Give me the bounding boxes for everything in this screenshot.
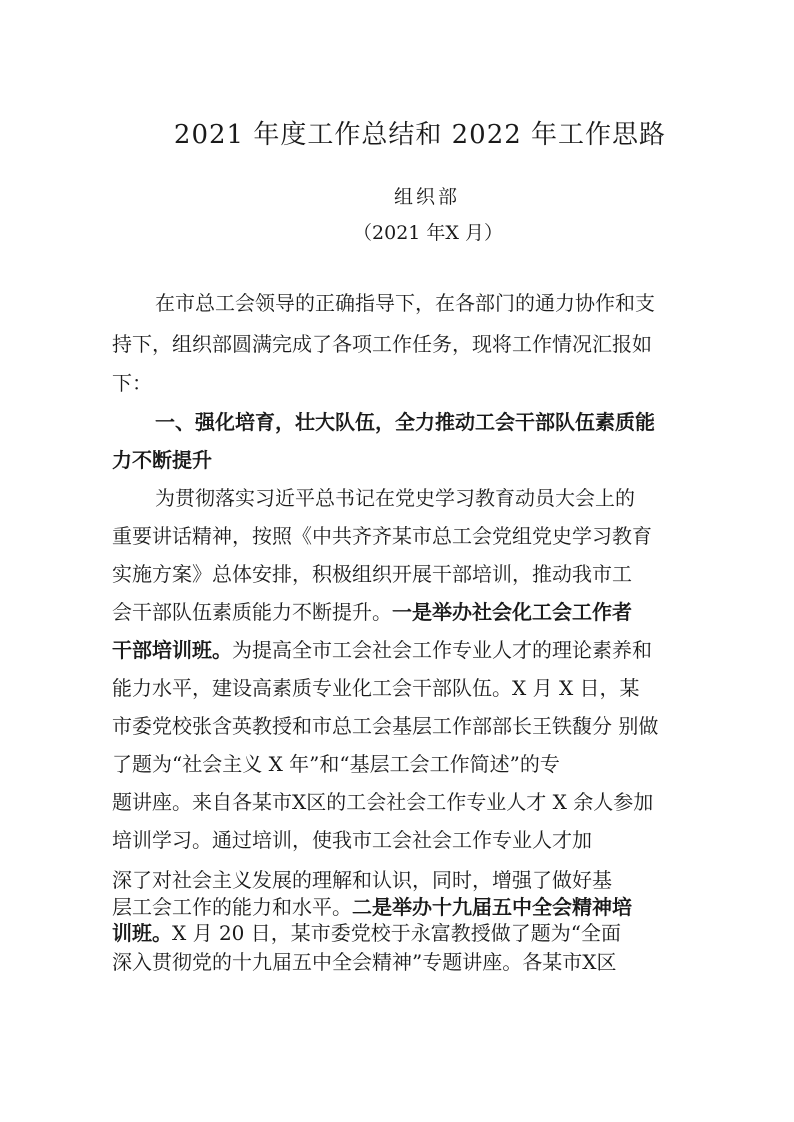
para-line-8: 了题为“社会主义 X 年”和“基层工会工作简述”的专 (112, 752, 560, 776)
para-line-7: 市委党校张含英教授和市总工会基层工作部部长王铁馥分 别做 (112, 714, 659, 738)
para-line-13-bold: 训班。 (112, 921, 172, 945)
para-line-14: 深入贯彻党的十九届五中全会精神”专题讲座。各某市X区 (112, 950, 617, 974)
para-line-1: 为贯彻落实习近平总书记在党史学习教育动员大会上的 (155, 486, 635, 510)
para-line-2: 重要讲话精神，按照《中共齐齐某市总工会党组党史学习教育 (112, 524, 652, 548)
para-line-13 (112, 919, 621, 947)
para-line-4-bold: 一是举办社会化工会工作者 (392, 600, 632, 624)
para-line-12-text: 层工会工作的能力和水平。 (112, 895, 352, 919)
intro-line-1: 在市总工会领导的正确指导下，在各部门的通力协作和支 (155, 291, 655, 315)
para-line-12-bold: 二是举办十九届五中全会精神培 (352, 895, 632, 919)
para-line-5-text: 为提高全市工会社会工作专业人才的理论素养和 (232, 638, 652, 662)
para-line-13-text: X 月 20 日，某市委党校于永富教授做了题为“全面 (172, 921, 621, 945)
para-line-11: 深了对社会主义发展的理解和认识，同时，增强了做好基 (112, 868, 612, 892)
section-heading-line-2: 力不断提升 (112, 448, 212, 472)
para-line-4 (112, 598, 632, 626)
section-heading-line-1: 一、强化培育，壮大队伍，全力推动工会干部队伍素质能 (155, 410, 655, 434)
document-title: 2021 年度工作总结和 2022 年工作思路 (173, 120, 667, 150)
para-line-5-bold: 干部培训班。 (112, 638, 232, 662)
department-name: 组织部 (393, 186, 460, 208)
intro-line-2: 持下，组织部圆满完成了各项工作任务，现将工作情况汇报如 (112, 332, 652, 356)
para-line-6: 能力水平，建设高素质专业化工会干部队伍。X 月 X 日，某 (112, 676, 640, 700)
para-line-3: 实施方案》总体安排，积极组织开展干部培训，推动我市工 (112, 562, 632, 586)
para-line-5 (112, 636, 652, 664)
intro-line-3: 下： (112, 371, 152, 395)
document-date: （2021 年X 月） (353, 222, 503, 244)
para-line-10: 培训学习。通过培训，使我市工会社会工作专业人才加 (112, 828, 592, 852)
para-line-12 (112, 893, 632, 921)
para-line-4-text: 会干部队伍素质能力不断提升。 (112, 600, 392, 624)
para-line-9: 题讲座。来自各某市X区的工会社会工作专业人才 X 余人参加 (112, 790, 654, 814)
